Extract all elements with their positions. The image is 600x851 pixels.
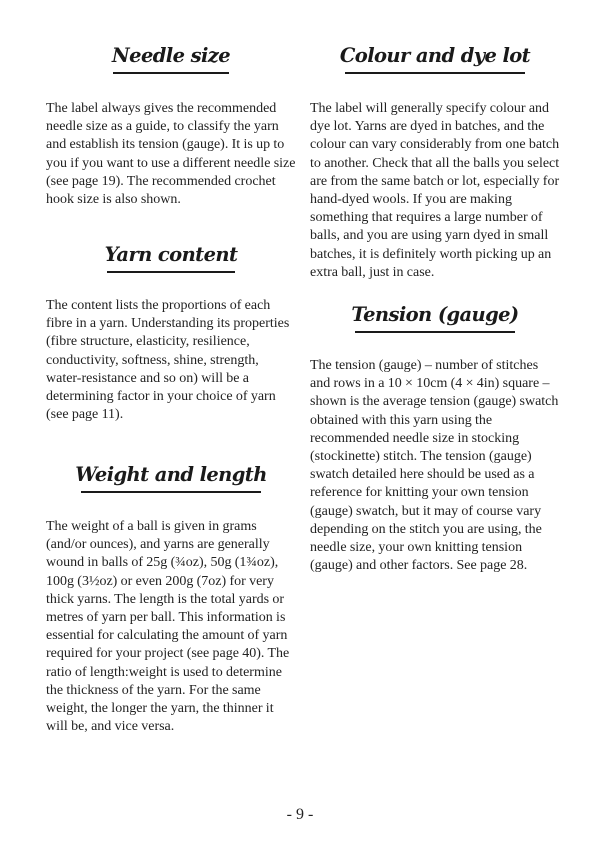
section-weight-and-length: [46, 463, 296, 736]
heading-underline: [345, 72, 525, 74]
section-body: The label always gives the recommended needle size as a guide, to classify the yarn and establish its tension (gauge). It is up to you if you want to use a different needle size (see page 19). The recommended crochet hook size is also shown.: [46, 101, 296, 208]
heading-underline: [107, 271, 235, 273]
section-tension-gauge: [310, 303, 560, 575]
section-heading: Colour and dye lot: [339, 44, 531, 67]
section-body: The weight of a ball is given in grams (and/or ounces), and yarns are generally wound in balls of 25g (¾oz), 50g (1¾oz), 100g (3½oz) or even 200g (7oz) for very thick yarns. The length is the total yards or metres of yarn per ball. This information is essential for calculating the amount of yarn required for your project (see page 40). The ratio of length:weight is used to determine the thickness of the yarn. For the same weight, the longer the yarn, the thinner it will be, and vice versa.: [46, 519, 290, 735]
heading-underline: [113, 72, 229, 74]
section-colour-and-dye-lot: [310, 44, 560, 282]
section-yarn-content: [46, 243, 296, 424]
section-heading: Tension (gauge): [351, 303, 519, 326]
heading-underline: [355, 331, 515, 333]
section-heading: Yarn content: [104, 243, 238, 266]
section-body: The content lists the proportions of each fibre in a yarn. Understanding its properties (fibre structure, elasticity, resilience, conductivity, softness, shine, strength, water-resistance and so on) will be a determining factor in your choice of yarn (see page 11).: [46, 298, 290, 423]
section-needle-size: [46, 44, 296, 209]
section-heading: Needle size: [111, 44, 231, 67]
section-heading: Weight and length: [75, 463, 267, 486]
heading-underline: [81, 491, 261, 493]
section-body: The tension (gauge) – number of stitches and rows in a 10 × 10cm (4 × 4in) square – shown is the average tension (gauge) swatch obtained with this yarn using the recommended needle size in stocking (stockinette) stitch. The tension (gauge) swatch detailed here should be used as a reference for knitting your own tension (gauge) swatch, but it may of course vary depending on the stitch you are using, the needle size, your own knitting tension (gauge) and other factors. See page 28.: [310, 358, 559, 574]
section-body: The label will generally specify colour and dye lot. Yarns are dyed in batches, and the colour can vary considerably from one batch to another. Check that all the balls you select are from the same batch or lot, especially for hand-dyed wools. If you are making something that requires a large number of balls, and you are using yarn dyed in small batches, it is definitely worth picking up an extra ball, just in case.: [310, 101, 560, 280]
page-number: - 9 -: [286, 806, 314, 823]
